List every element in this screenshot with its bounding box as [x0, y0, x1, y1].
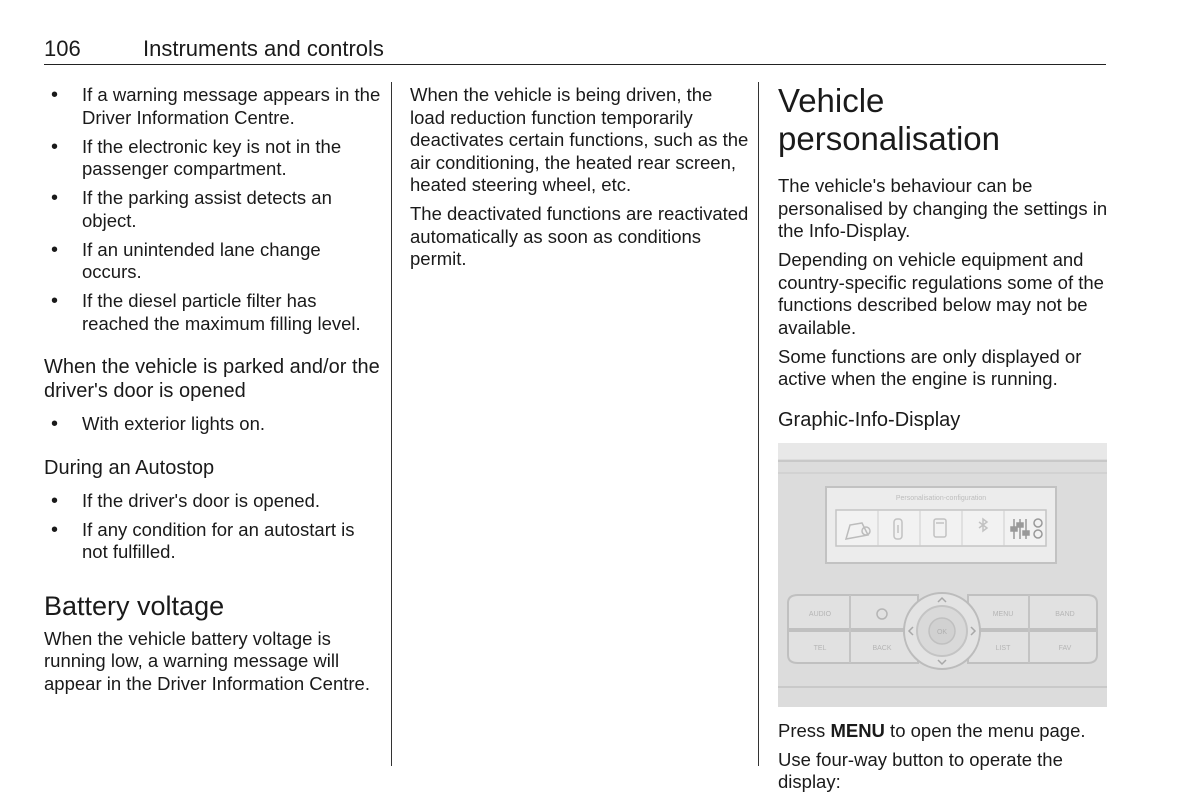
battery-heading: Battery voltage [44, 590, 225, 621]
parked-list [44, 413, 384, 436]
autostop-list [44, 490, 384, 564]
personalisation-heading: Vehicle personalisation [778, 82, 1000, 157]
list-item: • If the diesel particle filter has reached the maximum filling level. [44, 290, 384, 335]
menu-instruction-post: to open the menu page. [884, 719, 1086, 741]
list-item: • If the parking assist detects an object. [44, 187, 384, 232]
list-item: • If a warning message appears in the Driver Information Centre. [44, 84, 384, 129]
ok-label: OK [936, 628, 948, 636]
warning-list [44, 84, 384, 335]
control-panel [788, 593, 1097, 669]
list-item: • If the electronic key is not in the passenger compartment. [44, 136, 384, 181]
column-divider [758, 82, 759, 766]
battery-text: When the vehicle battery voltage is running low, a warning message will appear in the Driver Information Centre. [44, 627, 370, 694]
four-way-instruction: Use four-way button to operate the display: [778, 748, 1063, 792]
intro-text: The vehicle's behaviour can be personalised by changing the settings in the Info-Display. [778, 175, 1108, 241]
list-item: • If an unintended lane change occurs. [44, 239, 384, 284]
graphic-info-display-heading: Graphic-Info-Display [778, 408, 961, 431]
audio-label: AUDIO [808, 610, 832, 618]
engine-text: Some functions are only displayed or active when the engine is running. [778, 345, 1082, 389]
subheading-parked: When the vehicle is parked and/or the driver's door is opened [44, 356, 380, 402]
fav-label: FAV [1058, 644, 1072, 652]
list-item: • If the driver's door is opened. [44, 490, 384, 513]
equipment-text: Depending on vehicle equipment and country-specific regulations some of the functions described below may not be available. [778, 249, 1104, 338]
band-label: BAND [1055, 610, 1075, 618]
menu-instruction-pre: Press [778, 719, 831, 741]
column-middle [410, 84, 750, 277]
back-label: BACK [872, 644, 892, 652]
column-divider [391, 82, 392, 766]
list-item: • If any condition for an autostart is not fulfilled. [44, 519, 384, 564]
page-header [44, 34, 1106, 65]
list-label: LIST [995, 644, 1011, 652]
list-item: • With exterior lights on. [44, 413, 384, 436]
screen-title: Personalisation-configuration [895, 494, 987, 502]
subheading-autostop: During an Autostop [44, 456, 215, 479]
column-right [778, 84, 1108, 800]
section-title: Instruments and controls [143, 36, 384, 61]
menu-key: MENU [830, 719, 885, 741]
info-display-illustration [778, 443, 1107, 707]
menu-instruction [778, 720, 1108, 743]
load-reduction-text: When the vehicle is being driven, the load reduction function temporarily deactivates certain functions, such as the air conditioning, the heated rear screen, heated steering wheel, etc. [410, 84, 749, 195]
column-left [44, 84, 384, 702]
tel-label: TEL [813, 644, 827, 652]
page-number: 106 [44, 36, 81, 61]
menu-label: MENU [992, 610, 1014, 618]
reactivation-text: The deactivated functions are reactivated automatically as soon as conditions permit. [410, 203, 749, 269]
